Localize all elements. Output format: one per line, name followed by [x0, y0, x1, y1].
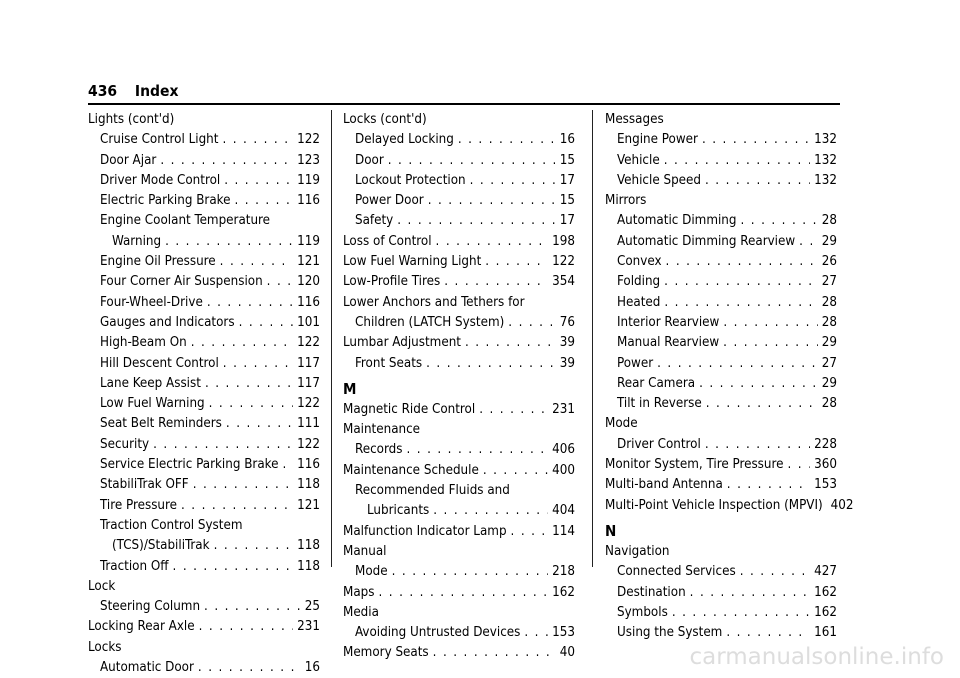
index-entry-page: 118	[297, 558, 320, 574]
index-entry	[88, 252, 320, 272]
index-entry-page: 132	[814, 132, 837, 148]
dot-leader	[702, 130, 810, 150]
index-entry-page: 28	[821, 314, 837, 330]
index-entry	[605, 475, 837, 495]
index-entry	[605, 313, 837, 333]
index-entry	[88, 638, 320, 658]
dot-leader	[267, 272, 294, 292]
dot-leader	[672, 603, 810, 623]
index-entry	[343, 501, 575, 521]
dot-leader	[205, 374, 293, 394]
index-entry	[343, 110, 575, 130]
index-entry-text: Navigation	[605, 543, 670, 559]
index-entry-page: 27	[821, 355, 837, 371]
dot-leader	[226, 414, 293, 434]
index-entry-page: 218	[552, 564, 575, 580]
index-entry-text: Manual Rearview	[617, 335, 720, 351]
index-entry	[343, 191, 575, 211]
index-entry	[605, 272, 837, 292]
dot-leader	[198, 658, 301, 678]
dot-leader	[657, 354, 818, 374]
index-entry-page: 360	[814, 457, 837, 473]
index-entry-text: Magnetic Ride Control	[343, 401, 476, 417]
dot-leader	[690, 583, 811, 603]
dot-leader	[220, 252, 294, 272]
dot-leader	[222, 130, 293, 150]
index-entry-text: Messages	[605, 112, 664, 127]
index-entry	[88, 516, 320, 536]
page-header	[88, 82, 178, 100]
dot-leader	[283, 455, 294, 475]
index-entry-text: Using the System	[617, 625, 723, 641]
dot-leader	[181, 496, 293, 516]
index-entry-text: Media	[343, 604, 379, 620]
index-entry	[88, 333, 320, 353]
column-divider	[331, 110, 332, 567]
index-entry-page: 116	[297, 193, 320, 209]
dot-leader	[239, 313, 294, 333]
index-entry-text: Manual	[343, 543, 387, 559]
index-entry	[343, 354, 575, 374]
index-entry	[605, 603, 837, 623]
index-entry-text: Engine Coolant Temperature	[100, 213, 271, 229]
index-entry-page: 198	[552, 233, 575, 249]
index-entry-text: (TCS)/StabiliTrak	[112, 538, 210, 554]
index-entry-page: 28	[821, 396, 837, 412]
index-entry	[343, 272, 575, 292]
index-entry-text: Hill Descent Control	[100, 355, 219, 371]
index-column-1	[88, 110, 320, 678]
index-entry-text: Four-Wheel-Drive	[100, 294, 203, 310]
index-entry-page: 161	[814, 625, 837, 641]
index-entry-page: 111	[297, 416, 320, 432]
dot-leader	[664, 151, 810, 171]
index-entry-text: Traction Off	[100, 558, 169, 574]
index-entry	[88, 577, 320, 597]
index-entry-text: Low Fuel Warning	[100, 396, 205, 412]
index-entry-text: Traction Control System	[100, 517, 243, 533]
dot-leader	[699, 374, 818, 394]
index-entry-text: Door	[355, 152, 384, 168]
dot-leader	[406, 440, 548, 460]
index-entry-text: Automatic Dimming Rearview	[617, 233, 796, 249]
index-entry-text: Locks (cont'd)	[343, 112, 427, 127]
index-entry-page: 153	[814, 477, 837, 493]
dot-leader	[470, 171, 556, 191]
dot-leader	[787, 455, 810, 475]
index-entry-page: 15	[559, 193, 575, 209]
dot-leader	[397, 211, 556, 231]
index-entry-page: 118	[297, 477, 320, 493]
index-entry-text: Driver Mode Control	[100, 172, 221, 188]
index-entry	[605, 414, 837, 434]
index-entry-page: 122	[297, 436, 320, 452]
index-entry	[605, 232, 837, 252]
dot-leader	[160, 151, 293, 171]
index-entry-page: 122	[297, 335, 320, 351]
page-number: 436	[88, 82, 118, 100]
index-entry-page: 162	[814, 584, 837, 600]
dot-leader	[214, 536, 294, 556]
dot-leader	[485, 252, 548, 272]
index-entry-text: Vehicle	[617, 152, 660, 168]
dot-leader	[799, 232, 818, 252]
index-entry-text: Security	[100, 436, 150, 452]
index-entry-text: Low-Profile Tires	[343, 274, 441, 290]
index-entry-text: Memory Seats	[343, 645, 429, 661]
dot-leader	[153, 435, 293, 455]
index-entry-text: Maintenance Schedule	[343, 462, 479, 478]
dot-leader	[392, 562, 549, 582]
index-entry	[605, 130, 837, 150]
index-entry	[343, 420, 575, 440]
index-entry	[88, 354, 320, 374]
index-entry	[605, 171, 837, 191]
index-entry-text: Folding	[617, 274, 661, 290]
index-entry-page: 231	[552, 401, 575, 417]
dot-leader	[723, 333, 818, 353]
index-entry	[343, 333, 575, 353]
index-entry-text: Loss of Control	[343, 233, 432, 249]
dot-leader	[666, 252, 818, 272]
index-entry-text: Gauges and Indicators	[100, 314, 235, 330]
index-entry	[88, 374, 320, 394]
index-entry-text: Interior Rearview	[617, 314, 720, 330]
dot-leader	[705, 435, 810, 455]
index-entry-text: Connected Services	[617, 564, 736, 580]
index-entry-page: 162	[552, 584, 575, 600]
index-entry-page: 228	[814, 436, 837, 452]
index-entry	[343, 252, 575, 272]
index-entry-text: Lumbar Adjustment	[343, 335, 461, 351]
index-entry	[88, 536, 320, 556]
index-entry-text: Door Ajar	[100, 152, 157, 168]
index-entry-text: Multi-band Antenna	[605, 477, 723, 493]
index-entry	[605, 110, 837, 130]
dot-leader	[511, 522, 549, 542]
index-entry-text: Driver Control	[617, 436, 701, 452]
index-entry-text: Destination	[617, 584, 686, 600]
index-entry	[343, 400, 575, 420]
index-letter-heading: N	[605, 521, 617, 540]
index-entry-text: Lower Anchors and Tethers for	[343, 294, 525, 310]
index-entry	[605, 496, 854, 516]
dot-leader	[193, 475, 293, 495]
index-entry-text: Electric Parking Brake	[100, 193, 231, 209]
index-entry-page: 116	[297, 294, 320, 310]
index-entry	[88, 313, 320, 333]
index-entry-text: High-Beam On	[100, 335, 187, 351]
index-entry	[343, 481, 575, 501]
dot-leader	[378, 583, 548, 603]
dot-leader	[664, 293, 817, 313]
index-entry	[605, 333, 837, 353]
index-entry	[343, 562, 575, 582]
index-entry-text: Mirrors	[605, 193, 647, 209]
index-entry	[343, 623, 575, 643]
dot-leader	[705, 171, 810, 191]
index-entry-text: Avoiding Untrusted Devices	[355, 625, 521, 641]
index-entry	[88, 435, 320, 455]
index-entry-text: Rear Camera	[617, 375, 696, 391]
index-entry	[88, 394, 320, 414]
dot-leader	[223, 354, 293, 374]
index-entry-text: Convex	[617, 254, 662, 270]
index-entry-page: 132	[814, 172, 837, 188]
index-entry-page: 122	[297, 396, 320, 412]
dot-leader	[428, 191, 556, 211]
dot-leader	[436, 232, 549, 252]
index-entry	[88, 557, 320, 577]
dot-leader	[458, 130, 556, 150]
index-entry	[88, 171, 320, 191]
index-entry-text: Heated	[617, 294, 661, 310]
dot-leader	[726, 623, 810, 643]
index-entry	[88, 211, 320, 231]
index-entry-page: 404	[552, 503, 575, 519]
dot-leader	[173, 557, 294, 577]
dot-leader	[204, 597, 301, 617]
index-entry-text: Lockout Protection	[355, 172, 466, 188]
index-entry	[343, 293, 575, 313]
index-entry-text: Mode	[355, 564, 388, 580]
index-entry	[88, 130, 320, 150]
index-entry-page: 162	[814, 604, 837, 620]
index-entry-page: 28	[821, 294, 837, 310]
index-entry-text: Lane Keep Assist	[100, 375, 201, 391]
index-entry-text: Engine Oil Pressure	[100, 254, 216, 270]
index-entry-text: Seat Belt Reminders	[100, 416, 222, 432]
header-rule	[88, 103, 840, 105]
index-entry	[605, 455, 837, 475]
dot-leader	[723, 313, 817, 333]
dot-leader	[740, 562, 810, 582]
index-entry-text: Vehicle Speed	[617, 172, 701, 188]
dot-leader	[524, 623, 548, 643]
index-entry-text: Tire Pressure	[100, 497, 178, 513]
index-entry	[343, 232, 575, 252]
dot-leader	[207, 293, 293, 313]
index-entry-page: 119	[297, 172, 320, 188]
dot-leader	[433, 501, 548, 521]
index-entry	[605, 252, 837, 272]
index-entry-page: 123	[297, 152, 320, 168]
index-entry-page: 118	[297, 538, 320, 554]
index-entry-text: Maintenance	[343, 422, 421, 438]
dot-leader	[224, 171, 293, 191]
dot-leader	[706, 394, 818, 414]
index-entry-text: Lubricants	[367, 503, 430, 519]
index-entry-page: 400	[552, 462, 575, 478]
index-entry	[605, 623, 837, 643]
index-entry-text: Steering Column	[100, 599, 201, 615]
index-entry	[605, 435, 837, 455]
index-entry-page: 406	[552, 442, 575, 458]
dot-leader	[444, 272, 548, 292]
dot-leader	[388, 151, 556, 171]
index-entry	[605, 542, 837, 562]
index-entry-page: 25	[304, 599, 320, 615]
index-entry-page: 354	[552, 274, 575, 290]
index-entry-text: Maps	[343, 584, 375, 600]
index-column-3	[605, 110, 854, 643]
dot-leader	[465, 333, 556, 353]
index-entry-text: Tilt in Reverse	[617, 396, 702, 412]
index-entry	[605, 293, 837, 313]
index-entry	[88, 617, 320, 637]
dot-leader	[479, 400, 548, 420]
index-entry-page: 29	[821, 375, 837, 391]
index-entry	[88, 272, 320, 292]
index-entry-page: 17	[559, 213, 575, 229]
index-entry	[605, 583, 837, 603]
index-entry-page: 40	[559, 645, 575, 661]
index-entry-page: 39	[559, 355, 575, 371]
index-entry-text: Automatic Dimming	[617, 213, 737, 229]
index-entry	[88, 455, 320, 475]
index-letter-heading: M	[343, 379, 357, 398]
index-entry-text: Power Door	[355, 193, 424, 209]
index-entry-text: Engine Power	[617, 132, 698, 148]
index-entry-text: Lock	[88, 578, 116, 594]
index-entry-page: 76	[559, 314, 575, 330]
index-entry	[343, 130, 575, 150]
index-entry-text: Locking Rear Axle	[88, 619, 195, 635]
dot-leader	[508, 313, 555, 333]
index-entry	[88, 191, 320, 211]
dot-leader	[433, 643, 556, 663]
index-entry	[343, 151, 575, 171]
index-entry-text: Multi-Point Vehicle Inspection (MPVI)	[605, 497, 823, 513]
index-entry-page: 39	[559, 335, 575, 351]
index-entry-page: 117	[297, 375, 320, 391]
dot-leader	[483, 461, 548, 481]
index-entry-page: 27	[821, 274, 837, 290]
index-entry-text: Delayed Locking	[355, 132, 454, 148]
index-entry-page: 402	[830, 497, 854, 513]
index-entry	[605, 394, 837, 414]
index-entry-page: 15	[559, 152, 575, 168]
index-entry	[605, 562, 837, 582]
index-entry	[343, 313, 575, 333]
index-entry-text: Safety	[355, 213, 394, 229]
dot-leader	[664, 272, 818, 292]
index-entry-text: Cruise Control Light	[100, 132, 219, 148]
index-entry-page: 120	[297, 274, 320, 290]
index-entry-page: 132	[814, 152, 837, 168]
index-entry	[88, 496, 320, 516]
index-entry-text: Automatic Door	[100, 660, 194, 676]
index-entry-text: Mode	[605, 416, 638, 432]
index-entry-page: 231	[297, 619, 320, 635]
index-entry	[343, 171, 575, 191]
index-entry-page: 29	[821, 233, 837, 249]
dot-leader	[234, 191, 293, 211]
index-entry-page: 28	[821, 213, 837, 229]
index-entry	[343, 211, 575, 231]
index-entry-page: 101	[297, 314, 320, 330]
index-entry-page: 117	[297, 355, 320, 371]
index-entry-text: Records	[355, 442, 403, 458]
index-entry-text: Locks	[88, 639, 122, 655]
index-entry	[88, 293, 320, 313]
index-column-2	[343, 110, 575, 664]
watermark: carmanualsonline.info	[689, 644, 944, 670]
index-entry-page: 116	[297, 457, 320, 473]
index-entry	[605, 354, 837, 374]
index-entry	[343, 583, 575, 603]
index-entry	[343, 440, 575, 460]
dot-leader	[165, 232, 293, 252]
index-entry-text: Warning	[112, 233, 162, 249]
dot-leader	[199, 617, 294, 637]
index-entry	[605, 374, 837, 394]
index-entry-page: 119	[297, 233, 320, 249]
index-entry	[88, 110, 320, 130]
index-entry-page: 122	[297, 132, 320, 148]
index-entry-text: Recommended Fluids and	[355, 483, 510, 499]
index-entry	[343, 522, 575, 542]
index-entry-text: Front Seats	[355, 355, 423, 371]
index-entry-page: 153	[552, 625, 575, 641]
index-entry-page: 17	[559, 172, 575, 188]
index-entry	[88, 475, 320, 495]
index-entry-page: 16	[304, 660, 320, 676]
index-entry	[605, 151, 837, 171]
index-entry-text: Malfunction Indicator Lamp	[343, 523, 507, 539]
index-entry	[88, 658, 320, 678]
index-entry-text: Lights (cont'd)	[88, 112, 175, 127]
index-entry-page: 121	[297, 254, 320, 270]
index-entry	[88, 151, 320, 171]
index-entry	[88, 597, 320, 617]
index-entry-page: 427	[814, 564, 837, 580]
index-entry-text: Low Fuel Warning Light	[343, 254, 482, 270]
dot-leader	[727, 475, 810, 495]
index-entry	[343, 542, 575, 562]
index-entry-text: Children (LATCH System)	[355, 314, 505, 330]
index-entry	[605, 191, 837, 211]
index-entry-page: 16	[559, 132, 575, 148]
dot-leader	[426, 354, 556, 374]
page-title: Index	[134, 82, 179, 100]
dot-leader	[191, 333, 293, 353]
index-entry-page: 114	[552, 523, 575, 539]
index-entry-text: Symbols	[617, 604, 668, 620]
dot-leader	[741, 211, 818, 231]
index-entry-text: Service Electric Parking Brake	[100, 457, 279, 473]
index-entry	[605, 211, 837, 231]
index-entry-text: Four Corner Air Suspension	[100, 274, 263, 290]
index-entry-text: Power	[617, 355, 654, 371]
index-entry-page: 121	[297, 497, 320, 513]
index-entry-text: Monitor System, Tire Pressure	[605, 457, 784, 473]
index-entry-page: 122	[552, 254, 575, 270]
index-entry	[88, 414, 320, 434]
column-divider	[592, 110, 593, 567]
dot-leader	[209, 394, 294, 414]
index-entry-page: 29	[821, 335, 837, 351]
index-entry	[343, 603, 575, 623]
index-entry	[343, 643, 575, 663]
index-entry-text: StabiliTrak OFF	[100, 477, 189, 493]
index-entry-page: 26	[821, 254, 837, 270]
index-entry	[88, 232, 320, 252]
index-entry	[343, 461, 575, 481]
